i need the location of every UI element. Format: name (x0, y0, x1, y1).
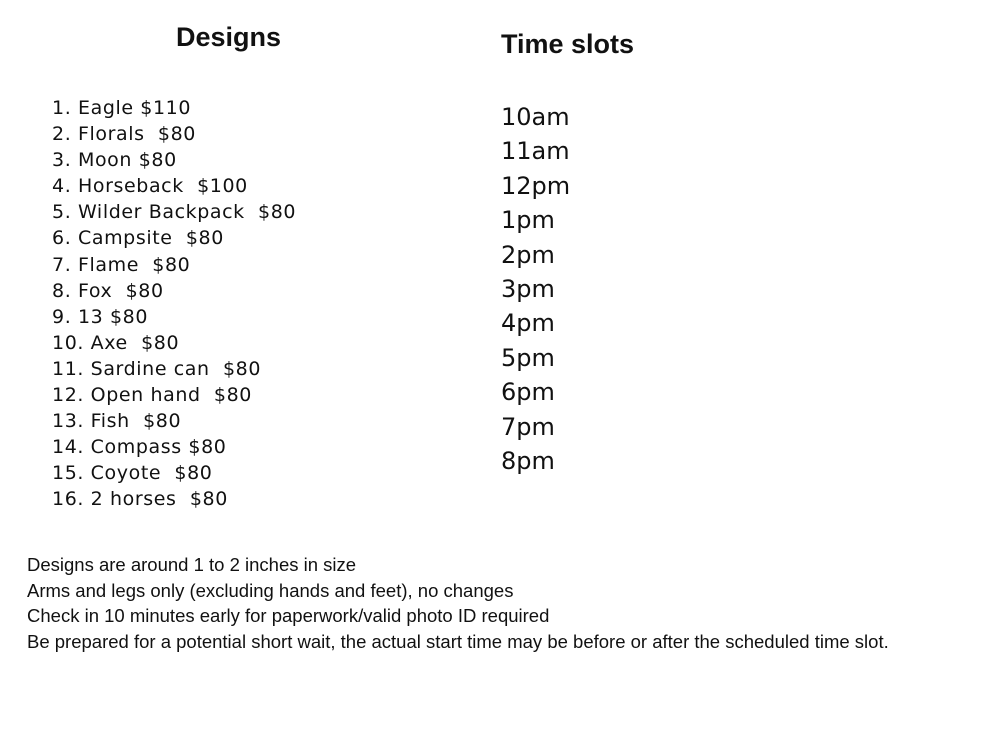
design-item: 4. Horseback $100 (52, 175, 248, 198)
time-slot-item: 3pm (501, 274, 555, 303)
time-slot-item: 4pm (501, 309, 555, 338)
design-item: 5. Wilder Backpack $80 (52, 201, 297, 224)
design-item: 2. Florals $80 (52, 123, 196, 146)
design-item: 15. Coyote $80 (52, 462, 213, 485)
design-item: 7. Flame $80 (52, 253, 191, 276)
time-slot-item: 11am (501, 137, 570, 166)
time-slot-item: 8pm (501, 446, 555, 475)
time-slot-item: 10am (501, 103, 570, 131)
designs-heading: Designs (176, 22, 282, 52)
design-item: 6. Campsite $80 (52, 227, 224, 250)
time-slot-item: 5pm (501, 343, 555, 372)
note-placement: Arms and legs only (excluding hands and feet), no changes (27, 579, 514, 601)
design-item: 16. 2 horses $80 (52, 488, 228, 511)
design-item: 11. Sardine can $80 (52, 357, 262, 380)
note-wait: Be prepared for a potential short wait, the actual start time may be before or after the scheduled time slot. (27, 630, 889, 652)
design-item: 10. Axe $80 (52, 331, 180, 354)
time-slot-item: 1pm (501, 206, 555, 235)
design-item: 3. Moon $80 (52, 149, 177, 172)
design-item: 9. 13 $80 (52, 305, 149, 328)
time-slots-list (501, 100, 570, 478)
notes-list (27, 552, 889, 654)
time-slot-item: 2pm (501, 240, 555, 269)
note-check-in: Check in 10 minutes early for paperwork/valid photo ID required (27, 605, 550, 627)
note-size: Designs are around 1 to 2 inches in size (27, 554, 357, 575)
design-item: 8. Fox $80 (52, 279, 164, 302)
design-item: 14. Compass $80 (52, 436, 227, 459)
time-slots-heading: Time slots (501, 29, 635, 59)
time-slot-item: 6pm (501, 378, 555, 407)
designs-list (52, 95, 296, 513)
time-slot-item: 12pm (501, 171, 571, 200)
time-slot-item: 7pm (501, 412, 555, 441)
design-item: 13. Fish $80 (52, 410, 182, 433)
design-item: 12. Open hand $80 (52, 384, 252, 407)
design-item: 1. Eagle $110 (52, 97, 192, 119)
